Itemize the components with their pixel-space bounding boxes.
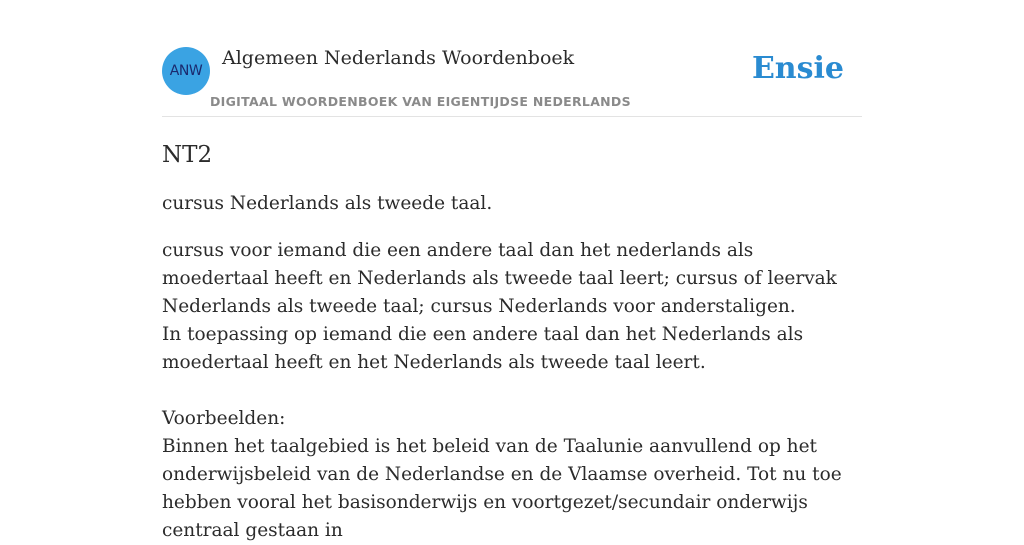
long-definition [162,237,862,545]
site-header [162,47,862,117]
entry-title: NT2 [162,142,213,168]
example-text: Binnen het taalgebied is het beleid van de Taalunie aanvullend op het onderwijsbeleid van de Nederlandse en de Vlaamse overheid. Tot nu toe hebben vooral het basisonderwijs en voortgezet/secundair onderwijs centraal gestaan in [162,436,842,541]
short-definition: cursus Nederlands als tweede taal. [162,193,493,214]
site-title[interactable]: Algemeen Nederlands Woordenboek [222,47,575,69]
spacer [162,377,862,405]
definition-text: cursus voor iemand die een andere taal dan het nederlands als moedertaal heeft en Nederlands als tweede taal leert; cursus of leervak Nederlands als tweede taal; cursus Nederlands voor anderstaligen. [162,240,837,317]
examples-label: Voorbeelden: [162,408,286,429]
entry-content [162,138,862,545]
anw-logo[interactable] [162,47,210,95]
site-subtitle: DIGITAAL WOORDENBOEK VAN EIGENTIJDSE NEDERLANDS [210,94,631,109]
logo-text: ANW [169,63,203,79]
application-text: In toepassing op iemand die een andere taal dan het Nederlands als moedertaal heeft en het Nederlands als tweede taal leert. [162,324,804,373]
ensie-brand-link[interactable]: Ensie [751,51,844,86]
